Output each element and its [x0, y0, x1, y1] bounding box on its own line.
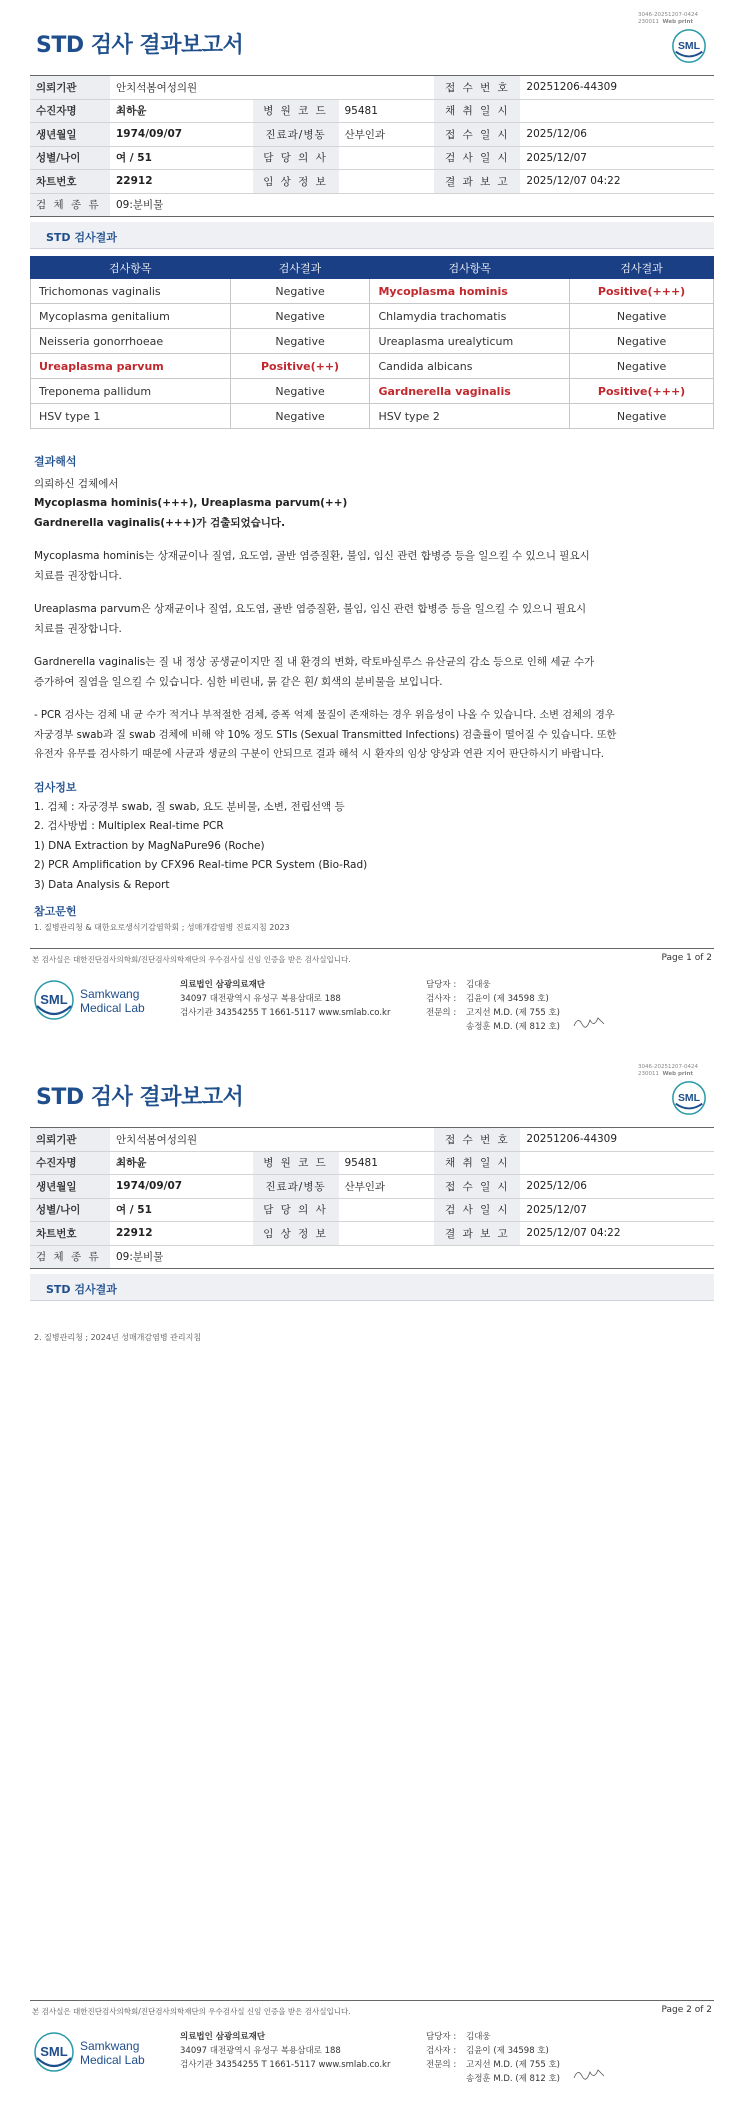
interpretation-heading: 결과해석 — [34, 455, 77, 468]
tester-label: 검사자 : — [426, 2046, 457, 2056]
test-item: HSV type 2 — [370, 404, 570, 429]
interpretation-line: Gardnerella vaginalis(+++)가 검출되었습니다. — [34, 516, 286, 529]
specialist-label: 전문의 : — [426, 2060, 457, 2070]
receipt-no-label: 접 수 번 호 — [434, 1128, 520, 1152]
page-title: STD 검사 결과보고서 — [36, 1085, 244, 1110]
print-code — [638, 12, 698, 26]
interpretation-line: 의뢰하신 검체에서 — [34, 477, 119, 490]
reported-value: 2025/12/07 04:22 — [520, 1222, 714, 1246]
clinical-value — [339, 170, 435, 194]
hospital-code-label: 병 원 코 드 — [253, 99, 339, 123]
chart-label: 차트번호 — [30, 1222, 110, 1246]
test-item: Chlamydia trachomatis — [370, 304, 570, 329]
svg-text:SML: SML — [677, 40, 701, 52]
collected-label: 채 취 일 시 — [434, 99, 520, 123]
manager-label: 담당자 : — [426, 2032, 457, 2042]
patient-value: 최하윤 — [110, 99, 253, 123]
print-code-line: 3046-20251207-0424 — [638, 1064, 698, 1070]
dept-label: 진료과/병동 — [253, 1175, 339, 1199]
table-row — [31, 379, 714, 404]
interpretation-line: 치료를 권장합니다. — [34, 622, 122, 635]
svg-text:Samkwang: Samkwang — [80, 987, 140, 1001]
results-section-bar — [30, 222, 714, 249]
dob-label: 생년월일 — [30, 1175, 110, 1199]
page-number: Page 2 of 2 — [661, 2005, 712, 2015]
collected-value — [520, 99, 714, 123]
receipt-no-label: 접 수 번 호 — [434, 76, 520, 100]
sml-logo-badge — [670, 27, 708, 65]
col-header-result: 검사결과 — [230, 257, 370, 279]
chart-value: 22912 — [110, 170, 253, 194]
dob-value: 1974/09/07 — [110, 1175, 253, 1199]
test-item-positive: Gardnerella vaginalis — [370, 379, 570, 404]
table-row — [31, 354, 714, 379]
page-title: STD 검사 결과보고서 — [36, 33, 244, 58]
sexage-value: 여 / 51 — [110, 1198, 253, 1222]
page-footer — [30, 948, 714, 1032]
svg-text:Medical Lab: Medical Lab — [80, 1001, 145, 1015]
sexage-label: 성별/나이 — [30, 1198, 110, 1222]
samkwang-logo — [34, 978, 194, 1026]
clinical-value — [339, 1222, 435, 1246]
print-code-line: 3046-20251207-0424 — [638, 12, 698, 18]
interpretation-line: 자궁경부 swab과 질 swab 검체에 비해 약 10% 정도 STIs (Sexual Transmitted Infections) 검출률이 떨어질 수 있습니다. 또한 — [34, 729, 617, 741]
tested-label: 검 사 일 시 — [434, 1198, 520, 1222]
exam-info-line: 1. 검체 : 자궁경부 swab, 질 swab, 요도 분비물, 소변, 전립선액 등 — [34, 800, 345, 813]
dob-value: 1974/09/07 — [110, 123, 253, 147]
references-section — [34, 903, 714, 935]
dept-value: 산부인과 — [339, 123, 435, 147]
hospital-code-label: 병 원 코 드 — [253, 1151, 339, 1175]
page-number: Page 1 of 2 — [661, 953, 712, 963]
results-header-row — [31, 257, 714, 279]
dept-value: 산부인과 — [339, 1175, 435, 1199]
report-page-2 — [0, 1052, 744, 2104]
manager-value: 김대웅 — [466, 980, 491, 990]
svg-text:SML: SML — [40, 992, 68, 1007]
reported-label: 결 과 보 고 — [434, 1222, 520, 1246]
doctor-value — [339, 1198, 435, 1222]
results-section-title: STD 검사결과 — [46, 231, 117, 244]
patient-info-table — [30, 75, 714, 217]
test-result-positive: Positive(++) — [230, 354, 370, 379]
interpretation-line: - PCR 검사는 검체 내 균 수가 적거나 부적절한 검체, 증폭 억제 물질이 존재하는 경우 위음성이 나올 수 있습니다. 소변 검체의 경우 — [34, 710, 615, 721]
test-result: Negative — [230, 329, 370, 354]
doctor-value — [339, 146, 435, 170]
chart-value: 22912 — [110, 1222, 253, 1246]
test-item: Neisseria gonorrhoeae — [31, 329, 231, 354]
clinical-label: 임 상 정 보 — [253, 170, 339, 194]
table-row — [31, 329, 714, 354]
specimen-value: 09:분비물 — [110, 193, 714, 217]
test-item: HSV type 1 — [31, 404, 231, 429]
svg-text:SML: SML — [40, 2044, 68, 2059]
collected-label: 채 취 일 시 — [434, 1151, 520, 1175]
exam-info-heading: 검사정보 — [34, 781, 77, 794]
chart-label: 차트번호 — [30, 170, 110, 194]
reference-item: 1. 질병관리청 & 대한요로생식기감염학회 ; 성매개감염병 진료지침 2023 — [34, 923, 290, 932]
test-item: Ureaplasma urealyticum — [370, 329, 570, 354]
manager-value: 김대웅 — [466, 2032, 491, 2042]
test-result: Negative — [570, 354, 714, 379]
col-header-result: 검사결과 — [570, 257, 714, 279]
svg-text:Samkwang: Samkwang — [80, 2039, 140, 2053]
test-item: Treponema pallidum — [31, 379, 231, 404]
interpretation-line: 유전자 유무를 검사하기 때문에 사균과 생균의 구분이 안되므로 결과 해석 시 환자의 임상 양상과 연관 지어 판단하시기 바랍니다. — [34, 749, 605, 760]
col-header-item: 검사항목 — [370, 257, 570, 279]
clinical-label: 임 상 정 보 — [253, 1222, 339, 1246]
print-code-line: 230011 Web print — [638, 1071, 694, 1077]
test-result-positive: Positive(+++) — [570, 379, 714, 404]
results-table — [30, 256, 714, 429]
institution-label: 의뢰기관 — [30, 76, 110, 100]
specialist-value: 송정훈 M.D. (제 812 호) — [466, 2074, 561, 2084]
test-item: Mycoplasma genitalium — [31, 304, 231, 329]
org-info — [180, 2030, 390, 2072]
received-value: 2025/12/06 — [520, 123, 714, 147]
org-name: 의료법인 삼광의료재단 — [180, 980, 266, 990]
dob-label: 생년월일 — [30, 123, 110, 147]
test-result: Negative — [570, 404, 714, 429]
institution-value: 안치석봄여성의원 — [110, 76, 434, 100]
collected-value — [520, 1151, 714, 1175]
institution-label: 의뢰기관 — [30, 1128, 110, 1152]
interpretation-line: 치료를 권장합니다. — [34, 569, 122, 582]
interpretation-line: 증가하여 질염을 일으킬 수 있습니다. 심한 비린내, 묽 같은 흰/ 회색의 분비물을 보입니다. — [34, 675, 443, 688]
org-name: 의료법인 삼광의료재단 — [180, 2032, 266, 2042]
svg-text:SML: SML — [677, 1092, 701, 1104]
tester-value: 김윤이 (제 34598 호) — [466, 994, 549, 1004]
svg-text:Medical Lab: Medical Lab — [80, 2053, 145, 2067]
doctor-label: 담 당 의 사 — [253, 146, 339, 170]
patient-label: 수진자명 — [30, 99, 110, 123]
received-value: 2025/12/06 — [520, 1175, 714, 1199]
reported-value: 2025/12/07 04:22 — [520, 170, 714, 194]
table-row — [31, 279, 714, 304]
test-item: Candida albicans — [370, 354, 570, 379]
col-header-item: 검사항목 — [31, 257, 231, 279]
test-item-positive: Ureaplasma parvum — [31, 354, 231, 379]
institution-value: 안치석봄여성의원 — [110, 1128, 434, 1152]
org-contact: 검사기관 34354255 T 1661-5117 www.smlab.co.kr — [180, 1008, 391, 1018]
specialist-value: 송정훈 M.D. (제 812 호) — [466, 1022, 561, 1032]
results-section-bar — [30, 1274, 714, 1301]
interpretation-line: Ureaplasma parvum은 상재균이나 질염, 요도염, 골반 염증질환, 불임, 임신 관련 합병증 등을 일으킬 수 있으니 필요시 — [34, 603, 587, 615]
certification-note: 본 검사실은 대한진단검사의학회/진단검사의학재단의 우수검사실 신임 인증을 받은 검사실입니다. — [32, 2007, 351, 2016]
hospital-code-value: 95481 — [339, 99, 435, 123]
org-address: 34097 대전광역시 유성구 복용삼대로 188 — [180, 2046, 341, 2056]
received-label: 접 수 일 시 — [434, 123, 520, 147]
dept-label: 진료과/병동 — [253, 123, 339, 147]
exam-info-line: 2) PCR Amplification by CFX96 Real-time PCR System (Bio-Rad) — [34, 859, 368, 871]
table-row — [31, 304, 714, 329]
patient-info-table — [30, 1127, 714, 1269]
org-address: 34097 대전광역시 유성구 복용삼대로 188 — [180, 994, 341, 1004]
results-section-title: STD 검사결과 — [46, 1283, 117, 1296]
specimen-label: 검 체 종 류 — [30, 1245, 110, 1269]
tested-label: 검 사 일 시 — [434, 146, 520, 170]
test-item-positive: Mycoplasma hominis — [370, 279, 570, 304]
tester-value: 김윤이 (제 34598 호) — [466, 2046, 549, 2056]
exam-info-line: 1) DNA Extraction by MagNaPure96 (Roche) — [34, 839, 265, 852]
specialist-value: 고지선 M.D. (제 755 호) — [466, 2060, 561, 2070]
staff-info — [426, 2030, 560, 2086]
test-result: Negative — [230, 404, 370, 429]
tested-value: 2025/12/07 — [520, 1198, 714, 1222]
manager-label: 담당자 : — [426, 980, 457, 990]
exam-info-line: 3) Data Analysis & Report — [34, 878, 170, 891]
hospital-code-value: 95481 — [339, 1151, 435, 1175]
test-result: Negative — [230, 379, 370, 404]
reference-item: 2. 질병관리청 ; 2024년 성매개감염병 관리지침 — [34, 1333, 202, 1342]
interpretation-line: Gardnerella vaginalis는 질 내 정상 공생균이지만 질 내 환경의 변화, 락토바실루스 유산균의 감소 등으로 인해 세균 수가 — [34, 656, 595, 668]
test-result: Negative — [570, 304, 714, 329]
print-code-line: 230011 Web print — [638, 19, 694, 25]
test-result: Negative — [230, 304, 370, 329]
sml-logo-badge — [670, 1079, 708, 1117]
specialist-label: 전문의 : — [426, 1008, 457, 1018]
print-code — [638, 1064, 698, 1078]
test-item: Trichomonas vaginalis — [31, 279, 231, 304]
certification-note: 본 검사실은 대한진단검사의학회/진단검사의학재단의 우수검사실 신임 인증을 받은 검사실입니다. — [32, 955, 351, 964]
doctor-label: 담 당 의 사 — [253, 1198, 339, 1222]
table-row — [31, 404, 714, 429]
test-result: Negative — [230, 279, 370, 304]
exam-info-line: 2. 검사방법 : Multiplex Real-time PCR — [34, 820, 224, 832]
tester-label: 검사자 : — [426, 994, 457, 1004]
specimen-label: 검 체 종 류 — [30, 193, 110, 217]
patient-value: 최하윤 — [110, 1151, 253, 1175]
interpretation-line: Mycoplasma hominis는 상재균이나 질염, 요도염, 골반 염증질환, 불임, 임신 관련 합병증 등을 일으킬 수 있으니 필요시 — [34, 550, 590, 562]
sexage-label: 성별/나이 — [30, 146, 110, 170]
signature-image — [572, 2066, 606, 2082]
samkwang-logo — [34, 2030, 194, 2078]
specimen-value: 09:분비물 — [110, 1245, 714, 1269]
staff-info — [426, 978, 560, 1034]
sexage-value: 여 / 51 — [110, 146, 253, 170]
references-heading: 참고문헌 — [34, 905, 77, 918]
page-footer — [30, 2000, 714, 2084]
receipt-no-value: 20251206-44309 — [520, 1128, 714, 1152]
test-result-positive: Positive(+++) — [570, 279, 714, 304]
interpretation-section — [34, 452, 714, 765]
signature-image — [572, 1014, 606, 1030]
reported-label: 결 과 보 고 — [434, 170, 520, 194]
interpretation-line: Mycoplasma hominis(+++), Ureaplasma parvum(++) — [34, 497, 348, 509]
org-contact: 검사기관 34354255 T 1661-5117 www.smlab.co.kr — [180, 2060, 391, 2070]
receipt-no-value: 20251206-44309 — [520, 76, 714, 100]
specialist-value: 고지선 M.D. (제 755 호) — [466, 1008, 561, 1018]
test-result: Negative — [570, 329, 714, 354]
exam-info-section — [34, 778, 714, 895]
org-info — [180, 978, 390, 1020]
patient-label: 수진자명 — [30, 1151, 110, 1175]
received-label: 접 수 일 시 — [434, 1175, 520, 1199]
tested-value: 2025/12/07 — [520, 146, 714, 170]
